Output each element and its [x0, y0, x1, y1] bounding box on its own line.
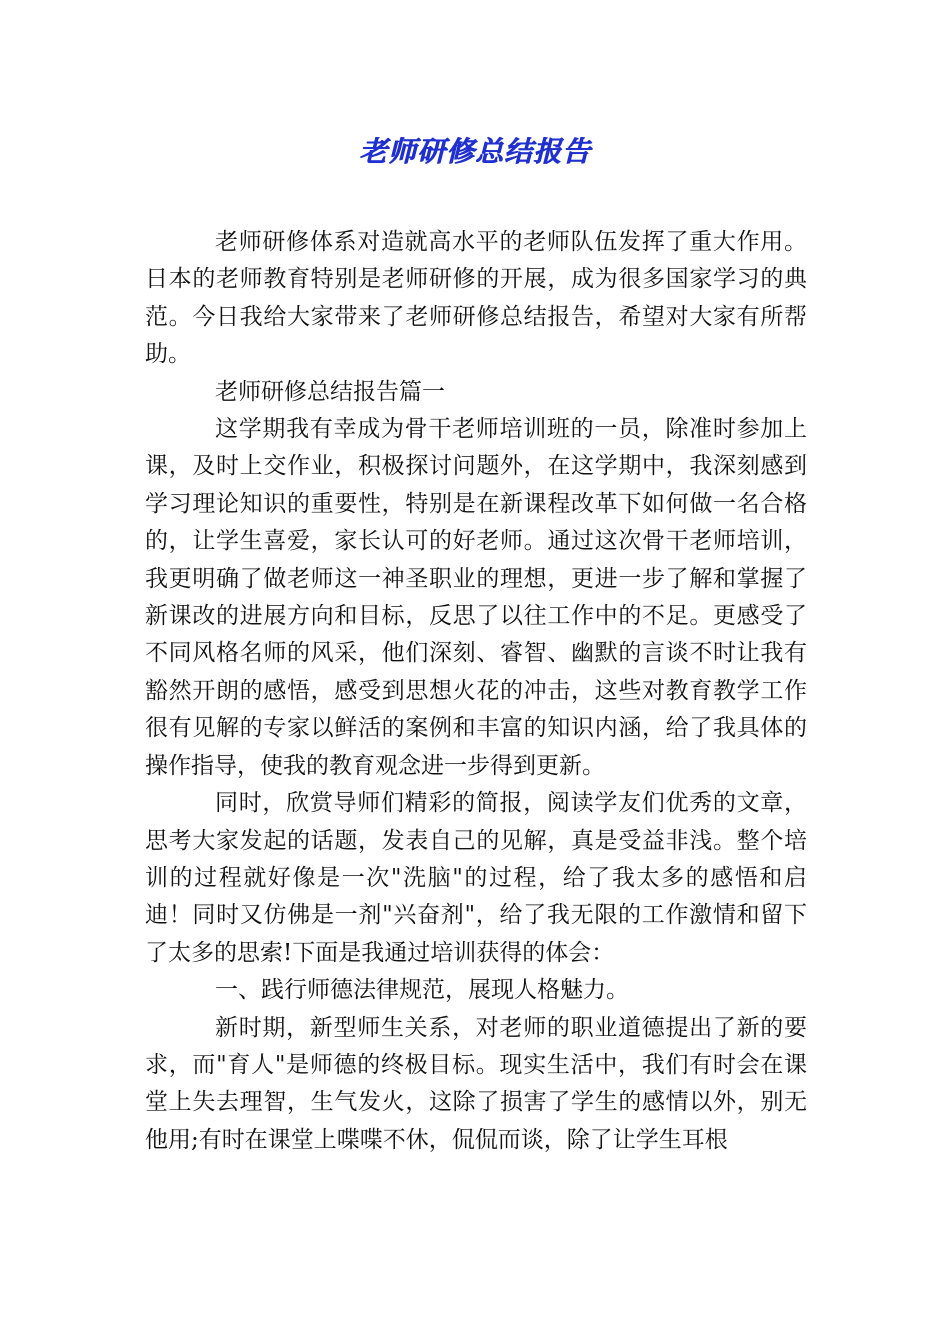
document-title: 老师研修总结报告 [358, 135, 591, 168]
paragraph: 这学期我有幸成为骨干老师培训班的一员，除准时参加上课，及时上交作业，积极探讨问题外，在这学期中，我深刻感到学习理论知识的重要性，特别是在新课程改革下如何做一名合格的，让学生喜爱，家长认可的好老师。通过这次骨干老师培训，我更明确了做老师这一神圣职业的理想，更进一步了解和掌握了新课改的进展方向和目标，反思了以往工作中的不足。更感受了不同风格名师的风采，他们深刻、睿智、幽默的言谈不时让我有豁然开朗的感悟，感受到思想火花的冲击，这些对教育教学工作很有见解的专家以鲜活的案例和丰富的知识内涵，给了我具体的操作指导，使我的教育观念进一步得到更新。 [145, 416, 807, 779]
document-body [145, 224, 807, 1159]
paragraph: 新时期，新型师生关系，对老师的职业道德提出了新的要求，而"育人"是师德的终极目标。现实生活中，我们有时会在课堂上失去理智，生气发火，这除了损害了学生的感情以外，别无他用;有时在课堂上喋喋不休，侃侃而谈，除了让学生耳根 [145, 1014, 807, 1153]
subsection-heading: 一、践行师德法律规范，展现人格魅力。 [215, 977, 629, 1004]
paragraph: 老师研修体系对造就高水平的老师队伍发挥了重大作用。日本的老师教育特别是老师研修的开展，成为很多国家学习的典范。今日我给大家带来了老师研修总结报告，希望对大家有所帮助。 [145, 229, 807, 368]
section-heading: 老师研修总结报告篇一 [215, 378, 445, 405]
paragraph: 同时，欣赏导师们精彩的简报，阅读学友们优秀的文章，思考大家发起的话题，发表自己的见解，真是受益非浅。整个培训的过程就好像是一次"洗脑"的过程，给了我太多的感悟和启迪！同时又仿佛是一剂"兴奋剂"，给了我无限的工作激情和留下了太多的思索!下面是我通过培训获得的体会： [145, 790, 807, 966]
